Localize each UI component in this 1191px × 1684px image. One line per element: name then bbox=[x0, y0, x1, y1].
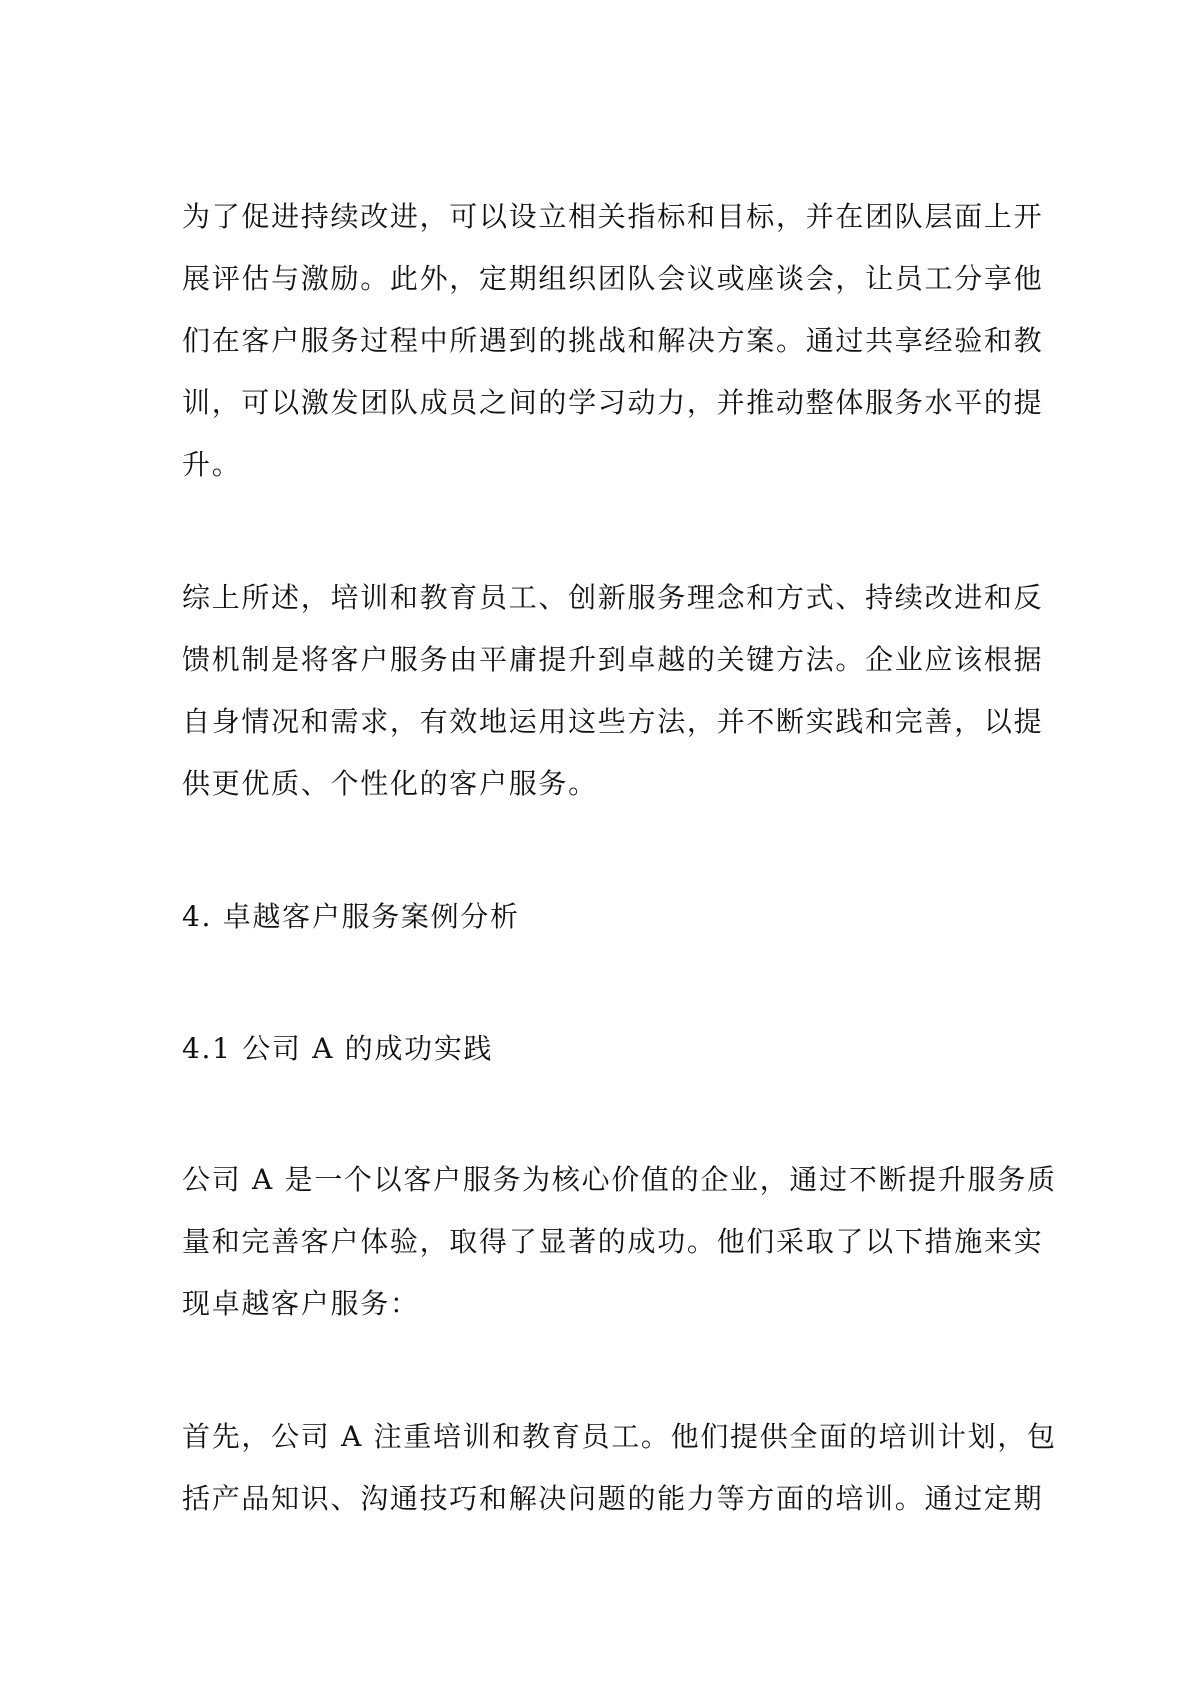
paragraph-line: 括产品知识、沟通技巧和解决问题的能力等方面的培训。通过定期 bbox=[182, 1482, 1044, 1515]
paragraph-line: 自身情况和需求，有效地运用这些方法，并不断实践和完善，以提 bbox=[182, 705, 1044, 738]
paragraph-line: 馈机制是将客户服务由平庸提升到卓越的关键方法。企业应该根据 bbox=[182, 643, 1044, 676]
paragraph-line: 供更优质、个性化的客户服务。 bbox=[182, 767, 598, 800]
paragraph-line: 现卓越客户服务： bbox=[182, 1287, 420, 1320]
subsection-heading: 4.1 公司 A 的成功实践 bbox=[182, 1032, 494, 1065]
paragraph-line: 首先，公司 A 注重培训和教育员工。他们提供全面的培训计划，包 bbox=[182, 1420, 1057, 1453]
paragraph-line: 综上所述，培训和教育员工、创新服务理念和方式、持续改进和反 bbox=[182, 581, 1044, 614]
paragraph-line: 展评估与激励。此外，定期组织团队会议或座谈会，让员工分享他 bbox=[182, 262, 1044, 295]
paragraph-line: 量和完善客户体验，取得了显著的成功。他们采取了以下措施来实 bbox=[182, 1225, 1044, 1258]
section-heading: 4. 卓越客户服务案例分析 bbox=[182, 900, 520, 933]
paragraph-line: 公司 A 是一个以客户服务为核心价值的企业，通过不断提升服务质 bbox=[182, 1163, 1057, 1196]
paragraph-line: 训，可以激发团队成员之间的学习动力，并推动整体服务水平的提 bbox=[182, 386, 1044, 419]
paragraph-line: 为了促进持续改进，可以设立相关指标和目标，并在团队层面上开 bbox=[182, 200, 1044, 233]
paragraph-line: 们在客户服务过程中所遇到的挑战和解决方案。通过共享经验和教 bbox=[182, 324, 1044, 357]
paragraph-line: 升。 bbox=[182, 448, 242, 481]
